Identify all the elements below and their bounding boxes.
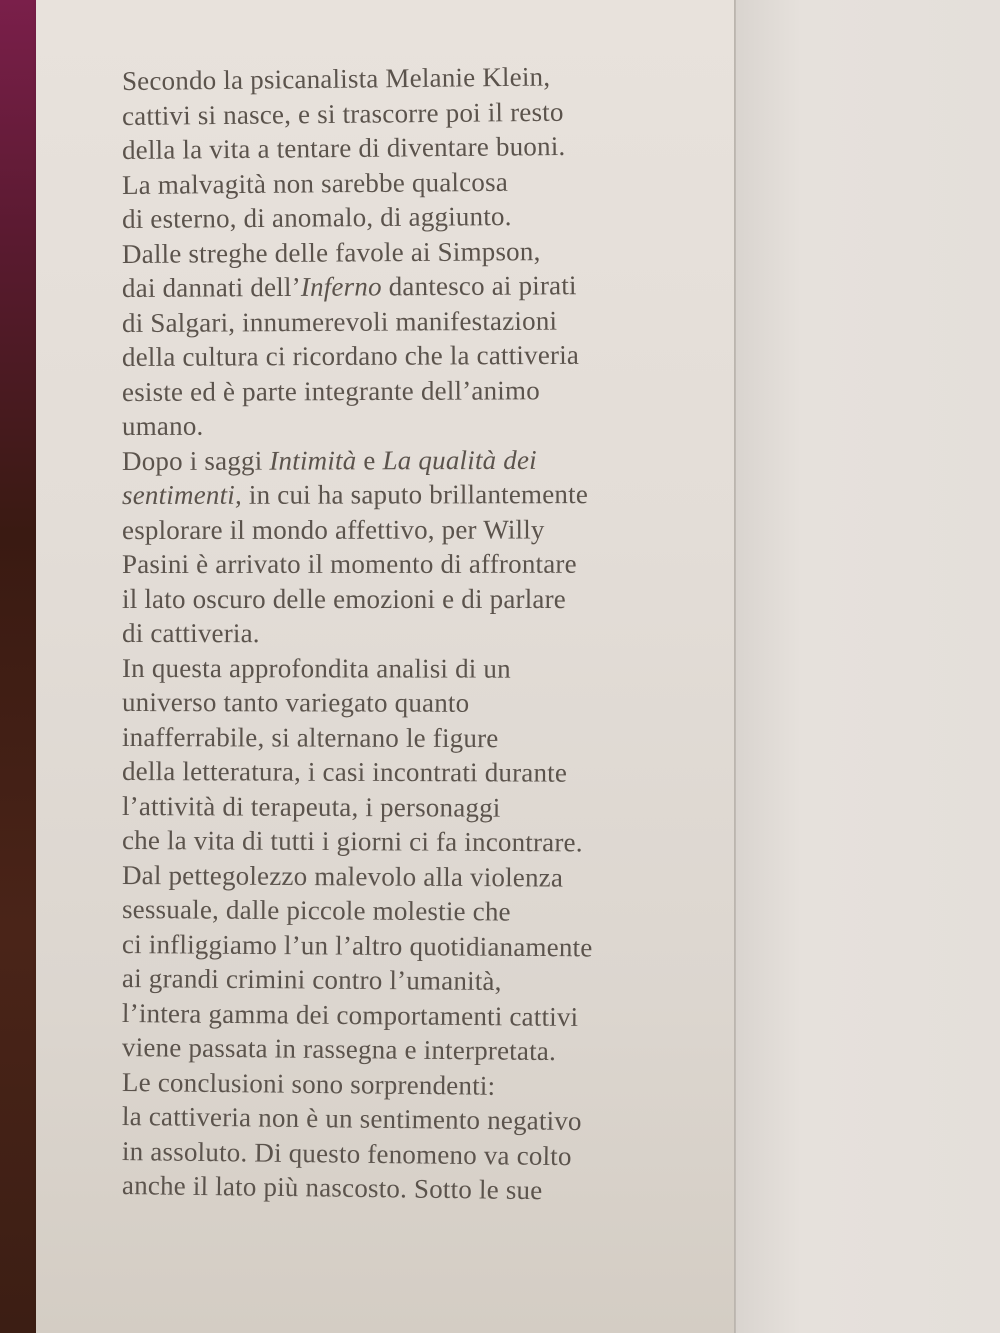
text-segment: e: [356, 444, 383, 475]
text-line: [122, 582, 722, 617]
text-segment: della cultura ci ricordano che la cattiveria: [121, 339, 580, 372]
text-line: [122, 651, 722, 686]
text-segment: l’attività di terapeuta, i personaggi: [121, 790, 501, 823]
text-segment: ci infliggiamo l’un l’altro quotidianamente: [121, 928, 593, 962]
text-segment: dai dannati dell’: [121, 271, 301, 303]
text-segment: in assoluto. Di questo fenomeno va colto: [121, 1135, 572, 1171]
text-segment: anche il lato più nascosto. Sotto le sue: [121, 1170, 543, 1206]
text-line: [122, 232, 722, 271]
text-segment: In questa approfondita analisi di un: [121, 652, 511, 684]
text-line: [122, 789, 722, 826]
text-line: [122, 1168, 722, 1210]
text-line: [122, 162, 722, 202]
text-line: [122, 93, 722, 133]
blurb-text: [121, 61, 726, 1206]
text-line: [122, 892, 722, 930]
text-line: [122, 477, 722, 513]
text-segment: Dopo i saggi: [121, 445, 270, 476]
text-line: [122, 547, 722, 582]
text-segment: sessuale, dalle piccole molestie che: [121, 894, 511, 927]
text-line: [122, 858, 722, 896]
text-line: [122, 996, 722, 1036]
text-segment: della la vita a tentare di diventare buoni.: [121, 130, 566, 165]
text-line: [122, 372, 722, 409]
adjacent-page: [736, 0, 1000, 1333]
text-line: [122, 754, 722, 791]
text-line: [122, 720, 722, 756]
text-line: [122, 961, 722, 1000]
text-segment: della letteratura, i casi incontrati durante: [121, 756, 568, 788]
text-line: [122, 685, 722, 721]
text-line: [122, 1099, 722, 1140]
text-segment: Secondo la psicanalista Melanie Klein,: [121, 61, 551, 96]
text-segment: il lato oscuro delle emozioni e di parlare: [121, 583, 567, 614]
text-segment: Le conclusioni sono sorprendenti:: [121, 1066, 496, 1101]
text-segment: la cattiveria non è un sentimento negativo: [121, 1101, 582, 1136]
text-line: [122, 302, 722, 340]
text-line: [122, 337, 722, 374]
text-segment: inafferrabile, si alternano le figure: [121, 721, 499, 753]
text-segment: in cui ha saputo brillantemente: [241, 479, 589, 510]
text-segment: Dalle streghe delle favole ai Simpson,: [121, 235, 541, 269]
text-line: [122, 197, 722, 236]
text-segment: esplorare il mondo affettivo, per Willy: [121, 513, 545, 545]
book-back-cover: [36, 0, 736, 1333]
text-segment: di Salgari, innumerevoli manifestazioni: [121, 305, 558, 338]
text-segment: l’intera gamma dei comportamenti cattivi: [121, 997, 579, 1032]
text-segment: esiste ed è parte integrante dell’animo: [121, 374, 540, 407]
text-segment: di cattiveria.: [121, 618, 260, 649]
text-line: [122, 927, 722, 966]
text-line: [122, 1030, 722, 1070]
italic-title: Inferno: [300, 271, 382, 302]
text-segment: Pasini è arrivato il momento di affrontare: [121, 548, 577, 579]
text-segment: umano.: [121, 410, 204, 441]
text-line: [122, 407, 722, 444]
italic-title: La qualità dei: [382, 444, 537, 475]
text-line: [122, 442, 722, 478]
background-fabric: [0, 0, 40, 1333]
text-line: [122, 1065, 722, 1106]
text-segment: che la vita di tutti i giorni ci fa incontrare.: [121, 825, 583, 858]
text-line: [122, 58, 722, 99]
text-line: [122, 128, 722, 168]
text-segment: La malvagità non sarebbe qualcosa: [121, 166, 509, 200]
text-segment: di esterno, di anomalo, di aggiunto.: [121, 201, 512, 234]
text-segment: viene passata in rassegna e interpretata.: [121, 1032, 557, 1067]
text-line: [122, 267, 722, 305]
text-segment: ai grandi crimini contro l’umanità,: [121, 963, 502, 997]
italic-title: Intimità: [269, 444, 357, 476]
text-segment: Dal pettegolezzo malevolo alla violenza: [121, 859, 564, 893]
text-segment: universo tanto variegato quanto: [121, 687, 470, 718]
text-line: [122, 616, 722, 651]
text-segment: cattivi si nasce, e si trascorre poi il resto: [121, 96, 564, 131]
text-line: [122, 512, 722, 547]
text-segment: dantesco ai pirati: [381, 270, 577, 302]
text-line: [122, 823, 722, 861]
italic-title: sentimenti,: [121, 479, 242, 510]
